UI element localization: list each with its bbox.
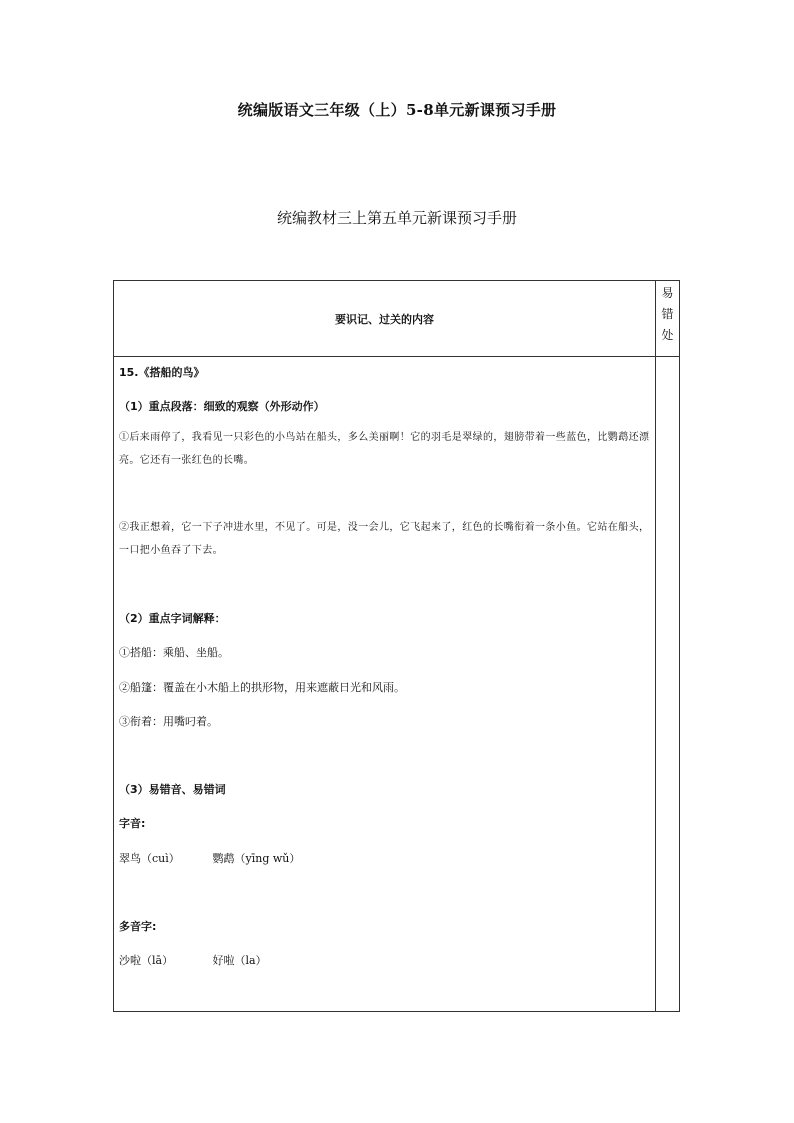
error-column-heading xyxy=(656,283,679,346)
pronunciation-item: 翠鸟（cuì） xyxy=(119,852,180,865)
polyphonic-item: 好啦（la） xyxy=(212,954,267,967)
error-heading-char: 处 xyxy=(661,328,674,342)
document-title: 统编版语文三年级（上）5-8单元新课预习手册 xyxy=(237,101,557,119)
section-error-prone-heading: （3）易错音、易错词 xyxy=(119,783,226,796)
pronunciation-item: 鹦鹉（yīng wǔ） xyxy=(212,852,301,865)
section-vocabulary-heading: （2）重点字词解释： xyxy=(119,612,226,625)
polyphonic-item: 沙啦（lā） xyxy=(119,954,174,967)
content-column-heading: 要识记、过关的内容 xyxy=(335,312,434,326)
preview-table xyxy=(113,280,680,1012)
unit-title: 统编教材三上第五单元新课预习手册 xyxy=(276,209,517,227)
lesson-title: 15.《搭船的鸟》 xyxy=(119,366,205,379)
content-cell xyxy=(119,358,651,1008)
key-paragraph-2: ②我正想着，它一下子冲进水里，不见了。可是，没一会儿，它飞起来了，红色的长嘴衔着一条小鱼。它站在船头，一口把小鱼吞了下去。 xyxy=(119,522,650,556)
pronunciation-label: 字音: xyxy=(119,817,146,830)
error-heading-char: 错 xyxy=(661,307,674,321)
vocabulary-item: ③衔着：用嘴叼着。 xyxy=(119,715,218,728)
key-paragraph-1: ①后来雨停了，我看见一只彩色的小鸟站在船头，多么美丽啊！它的羽毛是翠绿的，翅膀带着一些蓝色，比鹦鹉还漂亮。它还有一张红色的长嘴。 xyxy=(119,432,650,466)
error-heading-char: 易 xyxy=(661,286,674,300)
vocabulary-item: ①搭船：乘船、坐船。 xyxy=(119,646,229,659)
pronunciation-items xyxy=(119,850,651,866)
column-divider xyxy=(655,281,656,1011)
section-key-paragraphs-heading: （1）重点段落：细致的观察（外形动作） xyxy=(119,400,325,413)
polyphonic-items xyxy=(119,952,651,968)
vocabulary-item: ②船篷：覆盖在小木船上的拱形物，用来遮蔽日光和风雨。 xyxy=(119,681,405,694)
polyphonic-label: 多音字: xyxy=(119,920,157,933)
